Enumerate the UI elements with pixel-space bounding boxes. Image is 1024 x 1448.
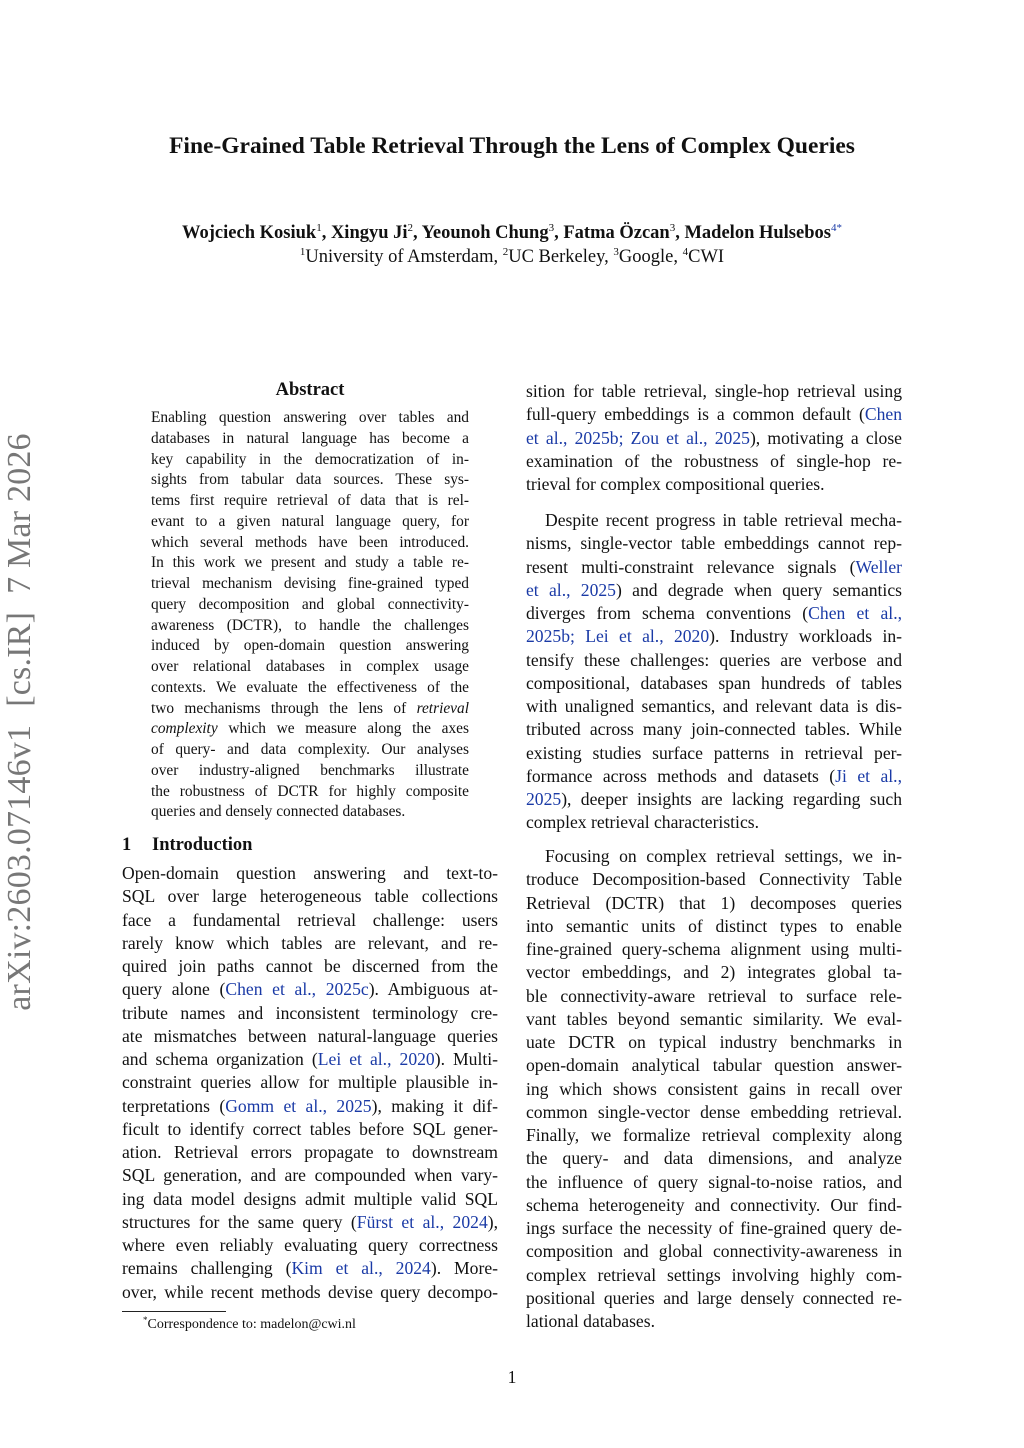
body-line xyxy=(526,672,902,695)
author-affiliation-mark: 2 xyxy=(407,222,414,234)
body-line xyxy=(526,1054,902,1077)
text-run: tributed across many join-connected tables. While xyxy=(526,719,902,740)
text-run: complex retrieval characteristics. xyxy=(526,812,759,833)
body-line xyxy=(526,915,902,938)
author-name: Xingyu Ji xyxy=(330,223,408,243)
body-line xyxy=(526,625,902,648)
abstract-line xyxy=(151,512,469,533)
text-run: diverges from schema conventions ( xyxy=(526,603,809,623)
body-line xyxy=(526,1287,902,1310)
text-run: examination of the robustness of single-hop re- xyxy=(526,450,902,471)
author-name: Yeounoh Chung xyxy=(421,223,549,243)
citation-link[interactable]: et al., 2025b; Zou et al., 2025 xyxy=(526,427,750,448)
body-line xyxy=(526,1008,902,1031)
body-line xyxy=(122,1071,498,1094)
text-run: databases in natural language has become a xyxy=(151,429,469,447)
affiliation-number: 3 xyxy=(613,246,619,258)
text-run: over, while recent methods devise query decompo- xyxy=(122,1281,498,1302)
affiliation-list: $^1$University of Amsterdam, $^2$UC Berkeley, $^3$Google, $^4$CWI xyxy=(299,246,725,267)
text-run: trieval for complex compositional queries. xyxy=(526,474,825,494)
body-line xyxy=(526,1264,902,1287)
body-line xyxy=(526,1124,902,1147)
citation-link[interactable]: Chen et al., 2025c xyxy=(225,979,369,1000)
body-line xyxy=(122,955,498,978)
author-affiliation-mark: 3 xyxy=(548,222,555,234)
text-run: formance across methods and datasets ( xyxy=(526,765,836,786)
body-line xyxy=(526,1078,902,1101)
author-list: Wojciech Kosiuk$^1$, Xingyu Ji$^2$, Yeounoh Chung$^3$, Fatma Özcan$^3$, Madelon Hulsebos$^{4*}$ xyxy=(182,222,842,243)
text-run: ble connectivity-aware retrieval to surface rele- xyxy=(526,985,902,1006)
body-line xyxy=(526,649,902,672)
body-line xyxy=(526,742,902,765)
citation-link[interactable]: Ji et al., xyxy=(835,765,902,786)
body-line xyxy=(526,602,902,625)
text-run: ings surface the necessity of fine-grained query de- xyxy=(526,1218,902,1238)
text-run: In this work we present and study a table re- xyxy=(151,554,469,572)
abstract-line xyxy=(151,553,469,574)
abstract-line xyxy=(151,636,469,657)
text-run: awareness (DCTR), to handle the challenges xyxy=(151,616,469,634)
abstract-line xyxy=(151,699,469,720)
body-line xyxy=(122,1118,498,1141)
body-line xyxy=(122,885,498,908)
text-run: lational databases. xyxy=(526,1311,655,1331)
text-run: constraint queries allow for multiple plausible in- xyxy=(122,1072,498,1093)
citation-link[interactable]: Lei et al., 2020 xyxy=(317,1049,435,1069)
body-line xyxy=(526,450,902,473)
abstract-line xyxy=(151,429,469,450)
body-line xyxy=(122,1257,498,1280)
abstract-line xyxy=(151,678,469,699)
text-run: query alone ( xyxy=(122,979,226,1000)
text-run: ing data model designs admit multiple valid SQL xyxy=(122,1188,498,1209)
body-line xyxy=(122,1234,498,1257)
abstract-line xyxy=(151,408,469,429)
author-name: Madelon Hulsebos xyxy=(684,223,831,243)
body-line xyxy=(122,1025,498,1048)
text-run: ). Ambiguous at- xyxy=(368,979,498,1000)
text-run: vector embeddings, and 2) integrates global ta- xyxy=(526,962,902,983)
text-run: composition and global connectivity-awareness in xyxy=(526,1241,902,1262)
text-run: positional queries and large densely connected re- xyxy=(526,1287,902,1308)
text-run: Retrieval (DCTR) that 1) decomposes queries xyxy=(526,892,902,913)
body-line xyxy=(122,1095,498,1118)
text-run: ). Industry workloads in- xyxy=(709,626,902,647)
text-run: schema heterogeneity and connectivity. Our find- xyxy=(526,1194,902,1215)
citation-link[interactable]: Fürst et al., 2024 xyxy=(356,1211,488,1232)
text-run: ficult to identify correct tables before SQL gener- xyxy=(122,1118,498,1139)
text-run: Enabling question answering over tables and xyxy=(151,409,469,426)
body-line xyxy=(122,862,498,885)
text-run: which several methods have been introduced. xyxy=(151,533,469,551)
text-run: the influence of query signal-to-noise ratios, and xyxy=(526,1171,902,1192)
citation-link[interactable]: et al., 2025 xyxy=(526,579,616,600)
body-line xyxy=(122,909,498,932)
text-run: the query- and data dimensions, and analyze xyxy=(526,1148,902,1169)
corresponding-author-mark[interactable]: * xyxy=(836,222,842,234)
body-line xyxy=(122,1048,498,1071)
affiliation-name: CWI xyxy=(688,247,725,267)
citation-link[interactable]: 2025b; Lei et al., 2020 xyxy=(526,626,710,647)
body-line xyxy=(526,1310,902,1333)
introduction-heading xyxy=(122,833,252,857)
text-run: of query- and data complexity. Our analyses xyxy=(151,741,469,758)
text-run: fine-grained query-schema alignment using multi- xyxy=(526,939,902,959)
abstract-line xyxy=(151,533,469,554)
text-run: the robustness of DCTR for highly composite xyxy=(151,782,469,800)
text-run: SQL over large heterogeneous table collections xyxy=(122,886,498,907)
body-line xyxy=(526,1194,902,1217)
text-run: with unaligned semantics, and relevant data is dis- xyxy=(526,696,902,716)
footnote-marker: * xyxy=(143,1315,148,1325)
text-run: terpretations ( xyxy=(122,1095,226,1116)
body-line xyxy=(526,765,902,788)
body-line xyxy=(122,1002,498,1025)
abstract-line xyxy=(151,574,469,595)
body-line xyxy=(526,509,902,532)
body-line xyxy=(122,1141,498,1164)
text-run: full-query embeddings is a common default ( xyxy=(526,404,865,425)
text-run: face a fundamental retrieval challenge: users xyxy=(122,909,498,930)
text-run: sights from tabular data sources. These sys- xyxy=(151,471,469,489)
text-run: ing which shows consistent gains in recall over xyxy=(526,1078,902,1099)
text-run: common single-vector dense embedding retrieval. xyxy=(526,1101,902,1122)
body-line xyxy=(122,1164,498,1187)
text-run: two mechanisms through the lens of xyxy=(151,699,417,717)
body-line xyxy=(122,978,498,1001)
text-run: Finally, we formalize retrieval complexity along xyxy=(526,1125,902,1145)
text-run: complex retrieval settings involving highly com- xyxy=(526,1264,902,1285)
text-run: Despite recent progress in table retrieval mecha- xyxy=(545,510,902,530)
citation-link[interactable]: Chen xyxy=(864,404,902,425)
body-line xyxy=(526,868,902,891)
citation-link[interactable]: Chen et al., xyxy=(808,603,902,623)
affiliation-number: 4 xyxy=(682,246,689,258)
abstract-line xyxy=(151,450,469,471)
body-line xyxy=(526,1031,902,1054)
text-run: vant tables beyond semantic similarity. We eval- xyxy=(526,1008,902,1029)
abstract-heading: Abstract xyxy=(275,380,345,400)
text-run: remains challenging ( xyxy=(122,1258,292,1279)
author-affiliation-mark: 1 xyxy=(316,222,322,234)
citation-link[interactable]: Weller xyxy=(855,556,902,577)
affiliation-name: UC Berkeley xyxy=(508,247,605,267)
body-line xyxy=(122,1281,498,1304)
text-run: tems first require retrieval of data that is rel- xyxy=(151,492,469,509)
affiliation-number: 1 xyxy=(299,246,306,258)
body-line xyxy=(122,1211,498,1234)
text-run: tensify these challenges: queries are verbose and xyxy=(526,649,902,670)
text-run: query decomposition and global connectivity- xyxy=(151,595,469,613)
body-line xyxy=(526,532,902,555)
text-run: Open-domain question answering and text-to- xyxy=(122,863,498,883)
affiliation-name: Google xyxy=(618,247,674,267)
text-run: ate mismatches between natural-language queries xyxy=(122,1025,498,1046)
text-run: nisms, single-vector table embeddings cannot rep- xyxy=(526,533,902,554)
text-run: troduce Decomposition-based Connectivity Table xyxy=(526,869,902,890)
text-run: over industry-aligned benchmarks illustrate xyxy=(151,761,469,779)
arxiv-id: arXiv:2603.07146v1 xyxy=(1,724,38,1011)
author-affiliation-mark: 3 xyxy=(669,222,676,234)
text-run: SQL generation, and are compounded when vary- xyxy=(122,1165,498,1186)
text-run: existing studies surface patterns in retrieval per- xyxy=(526,742,902,763)
body-line xyxy=(526,788,902,811)
text-run: queries and densely connected databases. xyxy=(151,803,406,821)
text-run: over relational databases in complex usage xyxy=(151,658,469,675)
affiliation-name: University of Amsterdam xyxy=(305,247,494,267)
italic-term: complexity xyxy=(151,720,218,738)
text-run: quired join paths cannot be discerned from the xyxy=(122,956,498,976)
text-run: sition for table retrieval, single-hop retrieval using xyxy=(526,381,902,401)
abstract-line xyxy=(151,657,469,678)
body-line xyxy=(526,403,902,426)
body-line xyxy=(526,1147,902,1170)
footnote xyxy=(122,1316,356,1334)
arxiv-category: [cs.IR] xyxy=(1,611,38,707)
body-line xyxy=(526,892,902,915)
text-run: ), making it dif- xyxy=(371,1095,498,1116)
italic-term: retrieval xyxy=(416,699,469,717)
section-number: 1 xyxy=(122,835,132,855)
body-line xyxy=(526,811,902,834)
paper-title: Fine-Grained Table Retrieval Through the Lens of Complex Queries xyxy=(169,133,855,159)
text-run: and schema organization ( xyxy=(122,1049,318,1069)
text-run: compositional, databases span hundreds of tables xyxy=(526,672,902,693)
text-run: where even reliably evaluating query correctness xyxy=(122,1235,498,1255)
body-line xyxy=(526,427,902,450)
text-run: uate DCTR on typical industry benchmarks in xyxy=(526,1032,902,1052)
citation-link[interactable]: 2025 xyxy=(526,789,562,809)
section-title: Introduction xyxy=(152,835,253,855)
text-run: contexts. We evaluate the effectiveness of the xyxy=(151,678,469,696)
author-name: Wojciech Kosiuk xyxy=(182,223,317,243)
text-run: open-domain analytical tabular question answer- xyxy=(526,1055,902,1076)
text-run: ation. Retrieval errors propagate to downstream xyxy=(122,1142,498,1162)
footnote-rule xyxy=(122,1311,226,1312)
text-run: resent multi-constraint relevance signals ( xyxy=(526,556,856,577)
body-line xyxy=(526,961,902,984)
body-line xyxy=(526,556,902,579)
text-run: into semantic units of distinct types to enable xyxy=(526,915,902,936)
text-run: key capability in the democratization of in- xyxy=(151,450,469,468)
body-line xyxy=(526,1171,902,1194)
arxiv-identifier-stamp xyxy=(0,427,47,1017)
text-run: rarely know which tables are relevant, and re- xyxy=(122,932,498,953)
author-name: Fatma Özcan xyxy=(563,223,670,243)
citation-link[interactable]: Gomm et al., 2025 xyxy=(225,1095,372,1116)
body-line xyxy=(526,695,902,718)
text-run: Focusing on complex retrieval settings, we in- xyxy=(545,846,902,866)
footnote-text: Correspondence to: madelon@cwi.nl xyxy=(147,1317,356,1332)
body-line xyxy=(526,985,902,1008)
text-run: ), deeper insights are lacking regarding such xyxy=(561,789,902,809)
abstract-line xyxy=(151,740,469,761)
text-run: which we measure along the axes xyxy=(217,720,469,738)
text-run: ) and degrade when query semantics xyxy=(615,579,902,600)
body-line xyxy=(526,473,902,496)
text-run: ). Multi- xyxy=(434,1049,498,1069)
text-run: ), xyxy=(487,1211,499,1232)
author-affiliation-mark: 4 xyxy=(830,222,837,234)
page-number: 1 xyxy=(507,1367,517,1387)
abstract-line xyxy=(151,782,469,803)
abstract-line xyxy=(151,802,469,823)
text-run: structures for the same query ( xyxy=(122,1211,357,1232)
abstract-line xyxy=(151,470,469,491)
text-run: induced by open-domain question answering xyxy=(151,637,469,655)
text-run: ), motivating a close xyxy=(749,427,902,448)
abstract-line xyxy=(151,719,469,740)
body-line xyxy=(526,579,902,602)
body-line xyxy=(122,932,498,955)
text-run: ). More- xyxy=(430,1258,498,1279)
abstract-line xyxy=(151,616,469,637)
abstract-line xyxy=(151,595,469,616)
abstract-line xyxy=(151,491,469,512)
body-line xyxy=(526,718,902,741)
citation-link[interactable]: Kim et al., 2024 xyxy=(291,1258,431,1279)
text-run: evant to a given natural language query, for xyxy=(151,512,469,530)
body-line xyxy=(526,1240,902,1263)
text-run: trieval mechanism devising fine-grained typed xyxy=(151,575,469,592)
text-run: tribute names and inconsistent terminology cre- xyxy=(122,1002,498,1023)
body-line xyxy=(526,1101,902,1124)
body-line xyxy=(526,845,902,868)
abstract-line xyxy=(151,761,469,782)
body-line xyxy=(526,380,902,403)
body-line xyxy=(526,938,902,961)
arxiv-date: 7 Mar 2026 xyxy=(1,433,38,594)
body-line xyxy=(122,1188,498,1211)
affiliation-number: 2 xyxy=(502,246,509,258)
body-line xyxy=(526,1217,902,1240)
